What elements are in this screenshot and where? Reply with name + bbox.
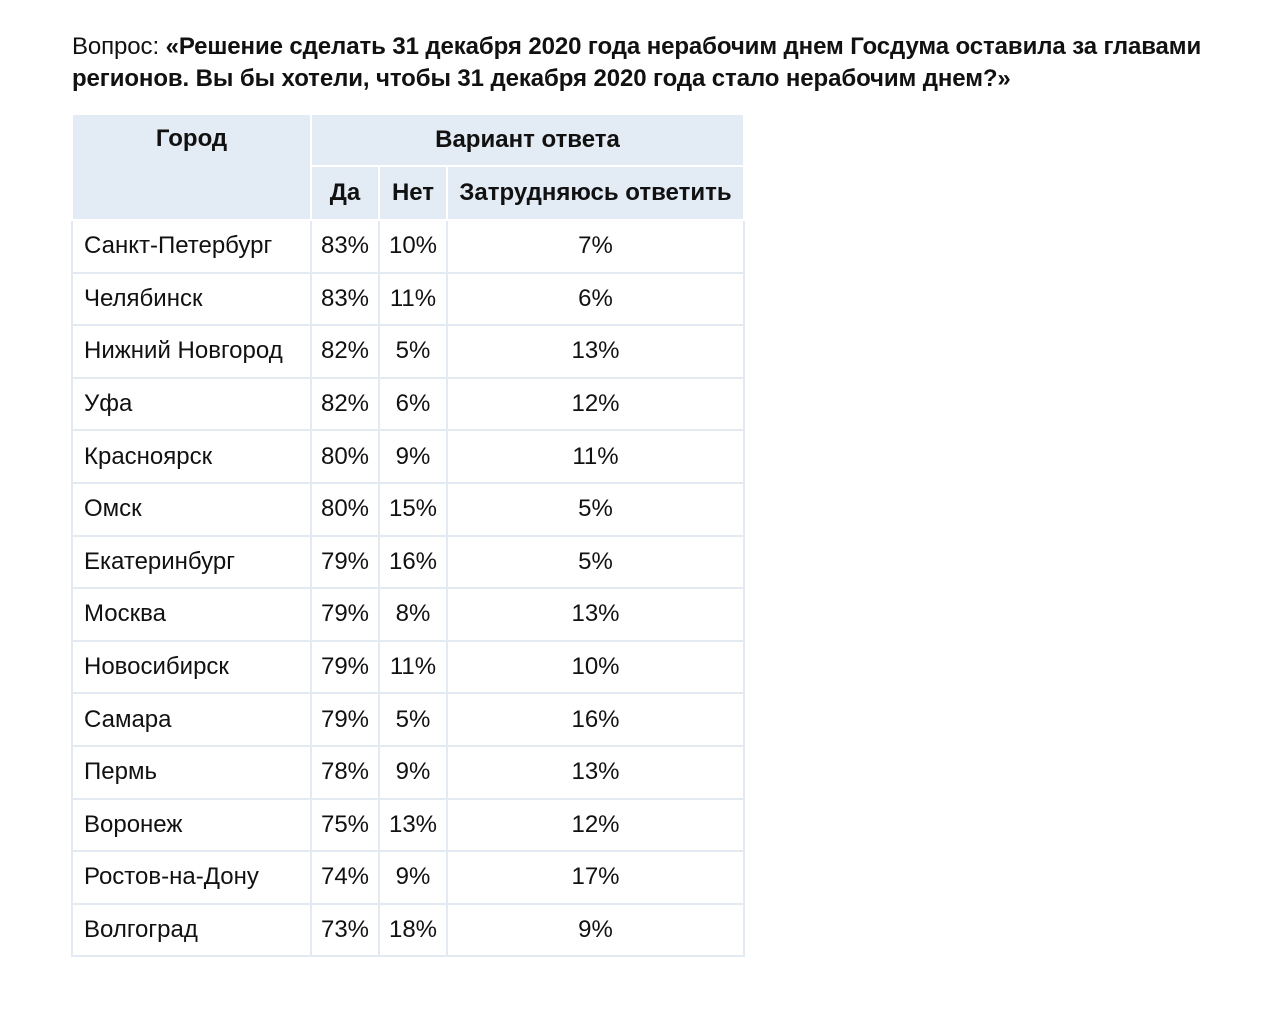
cell-no: 5% bbox=[379, 325, 447, 378]
cell-no: 9% bbox=[379, 851, 447, 904]
cell-city: Омск bbox=[72, 483, 311, 536]
table-row bbox=[72, 430, 744, 483]
cell-city: Пермь bbox=[72, 746, 311, 799]
cell-hard-to-say: 13% bbox=[447, 588, 744, 641]
cell-city: Челябинск bbox=[72, 273, 311, 326]
question-label: Вопрос: bbox=[72, 33, 166, 60]
cell-city: Екатеринбург bbox=[72, 536, 311, 589]
header-hard-to-say: Затрудняюсь ответить bbox=[447, 166, 744, 220]
cell-city: Уфа bbox=[72, 378, 311, 431]
table-row bbox=[72, 325, 744, 378]
cell-yes: 79% bbox=[311, 641, 379, 694]
cell-yes: 83% bbox=[311, 220, 379, 273]
cell-yes: 79% bbox=[311, 588, 379, 641]
header-yes: Да bbox=[311, 166, 379, 220]
table-row bbox=[72, 641, 744, 694]
cell-city: Самара bbox=[72, 693, 311, 746]
cell-no: 10% bbox=[379, 220, 447, 273]
cell-yes: 75% bbox=[311, 799, 379, 852]
table-row bbox=[72, 378, 744, 431]
cell-hard-to-say: 16% bbox=[447, 693, 744, 746]
cell-yes: 78% bbox=[311, 746, 379, 799]
cell-hard-to-say: 5% bbox=[447, 483, 744, 536]
poll-results-table bbox=[71, 113, 745, 957]
cell-city: Москва bbox=[72, 588, 311, 641]
cell-city: Волгоград bbox=[72, 904, 311, 957]
cell-yes: 74% bbox=[311, 851, 379, 904]
cell-city: Ростов-на-Дону bbox=[72, 851, 311, 904]
cell-yes: 80% bbox=[311, 430, 379, 483]
cell-yes: 79% bbox=[311, 693, 379, 746]
cell-city: Нижний Новгород bbox=[72, 325, 311, 378]
table-row bbox=[72, 799, 744, 852]
cell-no: 8% bbox=[379, 588, 447, 641]
table-row bbox=[72, 588, 744, 641]
cell-hard-to-say: 12% bbox=[447, 378, 744, 431]
cell-hard-to-say: 6% bbox=[447, 273, 744, 326]
cell-city: Воронеж bbox=[72, 799, 311, 852]
table-row bbox=[72, 536, 744, 589]
cell-hard-to-say: 5% bbox=[447, 536, 744, 589]
cell-no: 9% bbox=[379, 746, 447, 799]
cell-no: 15% bbox=[379, 483, 447, 536]
cell-no: 11% bbox=[379, 641, 447, 694]
cell-city: Новосибирск bbox=[72, 641, 311, 694]
header-city: Город bbox=[72, 114, 311, 220]
cell-hard-to-say: 11% bbox=[447, 430, 744, 483]
cell-yes: 82% bbox=[311, 378, 379, 431]
table-row bbox=[72, 851, 744, 904]
header-no: Нет bbox=[379, 166, 447, 220]
cell-hard-to-say: 17% bbox=[447, 851, 744, 904]
cell-no: 9% bbox=[379, 430, 447, 483]
table-row bbox=[72, 220, 744, 273]
cell-no: 18% bbox=[379, 904, 447, 957]
cell-hard-to-say: 12% bbox=[447, 799, 744, 852]
cell-city: Санкт-Петербург bbox=[72, 220, 311, 273]
table-row bbox=[72, 746, 744, 799]
cell-yes: 79% bbox=[311, 536, 379, 589]
cell-hard-to-say: 7% bbox=[447, 220, 744, 273]
cell-yes: 82% bbox=[311, 325, 379, 378]
table-body bbox=[72, 220, 744, 956]
cell-yes: 80% bbox=[311, 483, 379, 536]
cell-hard-to-say: 13% bbox=[447, 746, 744, 799]
cell-hard-to-say: 10% bbox=[447, 641, 744, 694]
cell-no: 6% bbox=[379, 378, 447, 431]
cell-hard-to-say: 13% bbox=[447, 325, 744, 378]
header-answer-group: Вариант ответа bbox=[311, 114, 744, 166]
table-row bbox=[72, 904, 744, 957]
survey-question bbox=[72, 31, 1262, 95]
table-row bbox=[72, 483, 744, 536]
table-row bbox=[72, 693, 744, 746]
cell-city: Красноярск bbox=[72, 430, 311, 483]
question-text: «Решение сделать 31 декабря 2020 года нерабочим днем Госдума оставила за главами регионов. Вы бы хотели, чтобы 31 декабря 2020 года стало нерабочим днем?» bbox=[72, 33, 1202, 92]
cell-no: 5% bbox=[379, 693, 447, 746]
cell-no: 16% bbox=[379, 536, 447, 589]
cell-no: 11% bbox=[379, 273, 447, 326]
cell-hard-to-say: 9% bbox=[447, 904, 744, 957]
cell-yes: 83% bbox=[311, 273, 379, 326]
header-row-top bbox=[72, 114, 744, 166]
cell-no: 13% bbox=[379, 799, 447, 852]
table-row bbox=[72, 273, 744, 326]
cell-yes: 73% bbox=[311, 904, 379, 957]
